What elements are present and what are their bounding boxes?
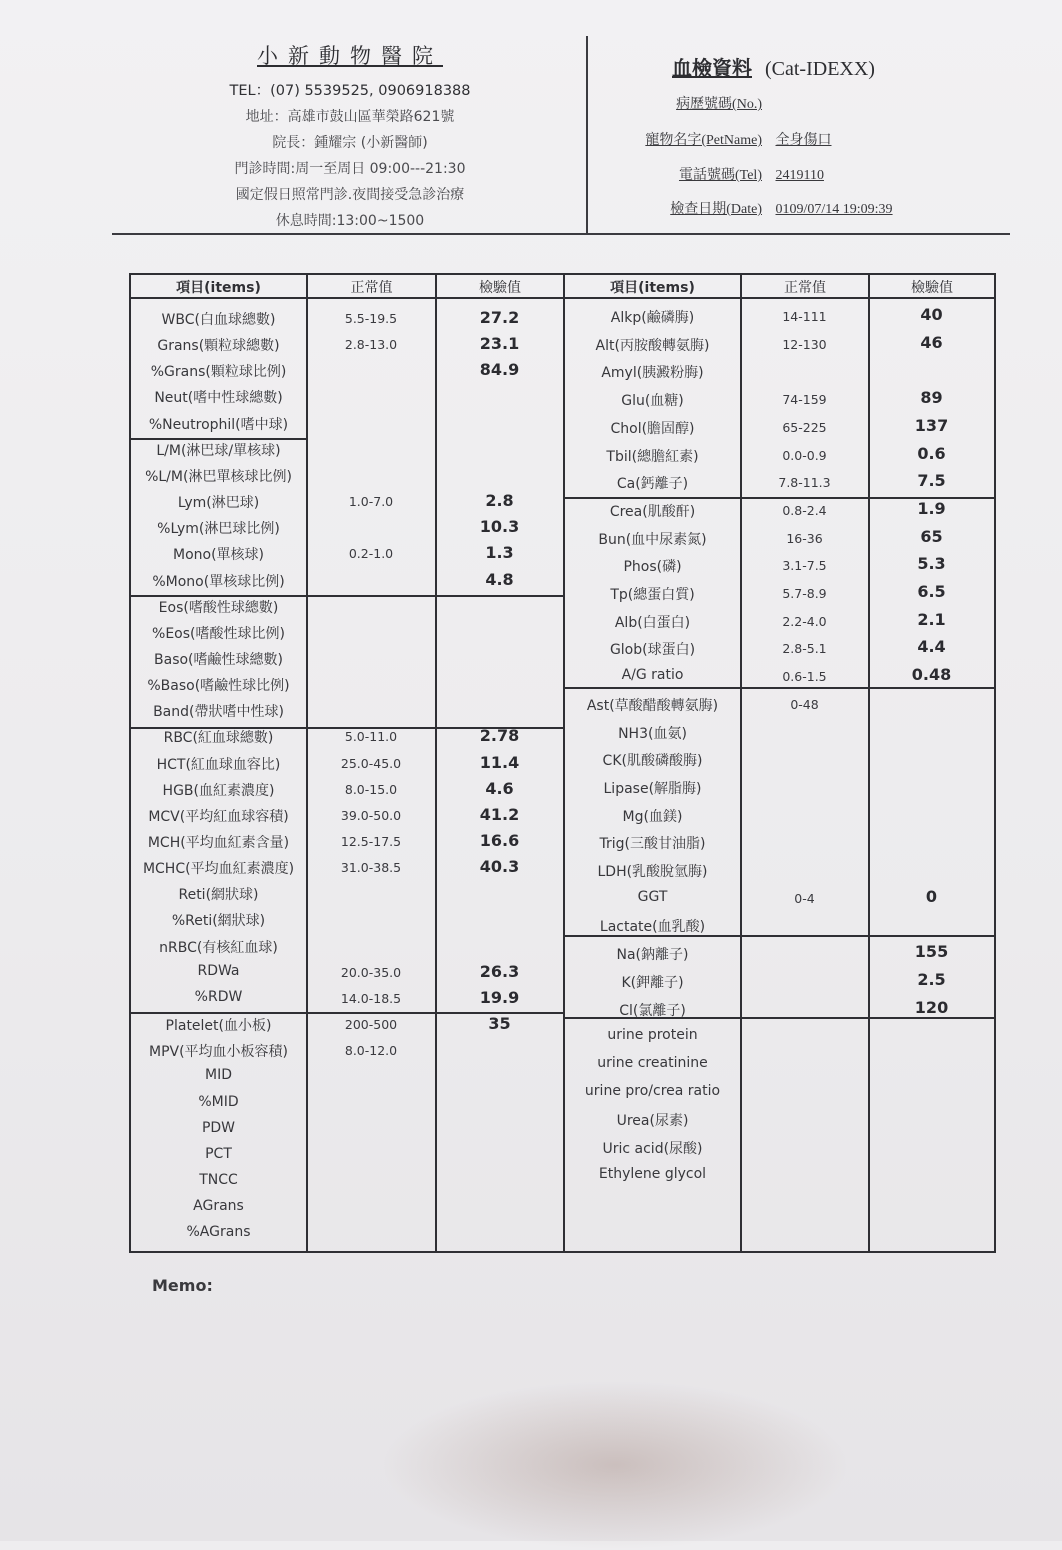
- cbc-item-label: Eos(嗜酸性球總數): [158, 600, 279, 616]
- chem-result-value: 2.1: [917, 610, 946, 629]
- cbc-item-label: MCV(平均紅血球容積): [148, 809, 289, 825]
- chem-normal-range: 0-4: [794, 891, 815, 906]
- header-rule: [112, 233, 1010, 235]
- cbc-item-label: Lym(淋巴球): [177, 495, 260, 511]
- chem-result-value: 89: [920, 388, 943, 407]
- chem-normal-range: 74-159: [782, 392, 827, 407]
- cbc-item-label: %AGrans: [186, 1224, 251, 1240]
- cbc-result-value: 35: [488, 1014, 511, 1033]
- cbc-item-label: Reti(網狀球): [178, 887, 259, 903]
- chem-item-label: A/G ratio: [621, 667, 684, 683]
- cbc-normal-range: 8.0-12.0: [344, 1043, 398, 1058]
- cbc-item-label: MCH(平均血紅素含量): [147, 835, 290, 851]
- chem-result-value: 2.5: [917, 970, 946, 989]
- cbc-result-value: 10.3: [479, 517, 520, 536]
- chem-item-label: Glob(球蛋白): [609, 642, 696, 658]
- cbc-item-label: WBC(白血球總數): [161, 312, 276, 328]
- cbc-result-value: 40.3: [479, 857, 520, 876]
- cbc-result-value: 4.6: [485, 779, 514, 798]
- cbc-item-label: %Neutrophil(嗜中球): [148, 417, 289, 433]
- chem-item-label: Tbil(總膽紅素): [606, 449, 699, 465]
- chem-item-label: Crea(肌酸酐): [609, 504, 696, 520]
- cbc-item-label: AGrans: [193, 1198, 244, 1214]
- cbc-result-value: 11.4: [479, 753, 520, 772]
- chem-normal-range: 5.7-8.9: [782, 586, 827, 601]
- chem-result-value: 4.4: [917, 637, 946, 656]
- chem-item-label: Chol(膽固醇): [610, 421, 695, 437]
- date-label: 檢查日期(Date): [670, 202, 762, 217]
- report-title: [672, 52, 875, 81]
- cbc-normal-range: 25.0-45.0: [340, 756, 402, 771]
- cbc-item-label: %MID: [198, 1094, 239, 1110]
- chem-normal-range: 7.8-11.3: [778, 475, 831, 490]
- chem-normal-range: 2.2-4.0: [782, 614, 827, 629]
- cbc-item-label: %Grans(顆粒球比例): [150, 364, 287, 380]
- cbc-normal-range: 0.2-1.0: [348, 546, 394, 561]
- chem-normal-range: 0.8-2.4: [782, 503, 827, 518]
- chem-item-label: urine creatinine: [597, 1055, 708, 1071]
- results-table: [129, 273, 996, 1253]
- chem-item-label: K(鉀離子): [621, 975, 684, 991]
- cbc-item-label: Neut(嗜中性球總數): [154, 390, 283, 406]
- cbc-normal-range: 1.0-7.0: [348, 494, 394, 509]
- cbc-result-value: 26.3: [479, 962, 520, 981]
- pet-name-label: 寵物名字(PetName): [645, 133, 762, 148]
- cbc-item-label: MCHC(平均血紅素濃度): [142, 861, 295, 877]
- cbc-item-label: %Eos(嗜酸性球比例): [152, 626, 285, 642]
- clinic-hours: 門診時間:周一至周日 09:00---21:30: [234, 161, 466, 177]
- cbc-normal-range: 8.0-15.0: [344, 782, 398, 797]
- chem-item-label: Alkp(鹼磷脢): [610, 310, 695, 326]
- cbc-normal-range: 20.0-35.0: [340, 965, 402, 980]
- cbc-result-value: 1.3: [485, 543, 514, 562]
- header-items-left: 項目(items): [176, 280, 261, 296]
- cbc-item-label: Grans(顆粒球總數): [157, 338, 280, 354]
- chem-item-label: GGT: [637, 889, 668, 905]
- cbc-item-label: %Mono(單核球比例): [152, 574, 285, 590]
- cbc-item-label: RBC(紅血球總數): [163, 730, 274, 746]
- chem-item-label: Ast(草酸醋酸轉氨脢): [586, 698, 719, 714]
- chem-item-label: LDH(乳酸脫氫脢): [597, 864, 708, 880]
- chem-result-value: 7.5: [917, 471, 946, 490]
- cbc-result-value: 19.9: [479, 988, 520, 1007]
- cbc-normal-range: 200-500: [344, 1017, 398, 1032]
- chem-item-label: Mg(血鎂): [622, 809, 683, 825]
- cbc-result-value: 23.1: [479, 334, 520, 353]
- cbc-normal-range: 12.5-17.5: [340, 834, 402, 849]
- cbc-result-value: 84.9: [479, 360, 520, 379]
- memo-label: Memo:: [152, 1276, 213, 1295]
- chem-normal-range: 3.1-7.5: [782, 558, 827, 573]
- phone-row: [600, 164, 824, 184]
- cbc-item-label: TNCC: [199, 1172, 238, 1188]
- date-row: [600, 198, 893, 218]
- cbc-item-label: L/M(淋巴球/單核球): [156, 443, 281, 459]
- chem-item-label: Glu(血糖): [621, 393, 684, 409]
- cbc-result-value: 2.78: [479, 726, 520, 745]
- clinic-holiday: 國定假日照常門診.夜間接受急診治療: [235, 187, 465, 203]
- date-value: 0109/07/14 19:09:39: [775, 202, 893, 217]
- case-no-row: [600, 93, 772, 113]
- cbc-normal-range: 14.0-18.5: [340, 991, 402, 1006]
- chem-normal-range: 0-48: [790, 697, 819, 712]
- cbc-normal-range: 39.0-50.0: [340, 808, 402, 823]
- chem-normal-range: 2.8-5.1: [782, 641, 827, 656]
- chem-item-label: Trig(三酸甘油脂): [599, 836, 706, 852]
- phone-label: 電話號碼(Tel): [678, 168, 762, 183]
- cbc-normal-range: 31.0-38.5: [340, 860, 402, 875]
- clinic-rest: 休息時間:13:00~1500: [275, 213, 425, 229]
- cbc-normal-range: 2.8-13.0: [344, 337, 398, 352]
- chem-result-value: 0.48: [911, 665, 952, 684]
- chem-item-label: Ethylene glycol: [598, 1166, 707, 1182]
- chem-result-value: 155: [914, 942, 949, 961]
- chem-item-label: Lipase(解脂脢): [603, 781, 702, 797]
- report-subtitle: (Cat-IDEXX): [765, 58, 875, 80]
- chem-result-value: 1.9: [917, 499, 946, 518]
- header-divider: [586, 36, 588, 234]
- chem-result-value: 5.3: [917, 554, 946, 573]
- cbc-result-value: 27.2: [479, 308, 520, 327]
- chem-normal-range: 65-225: [782, 420, 827, 435]
- clinic-name: 小新動物醫院: [257, 44, 443, 68]
- clinic-tel: TEL：(07) 5539525, 0906918388: [229, 83, 471, 99]
- chem-result-value: 46: [920, 333, 943, 352]
- cbc-item-label: %L/M(淋巴單核球比例): [145, 469, 292, 485]
- chem-item-label: NH3(血氨): [618, 726, 687, 742]
- clinic-director: 院長：鍾耀宗 (小新醫師): [272, 135, 428, 151]
- report-title-text: 血檢資料: [672, 58, 752, 80]
- chem-normal-range: 12-130: [782, 337, 827, 352]
- chem-item-label: Lactate(血乳酸): [599, 919, 706, 935]
- cbc-item-label: %Baso(嗜鹼性球比例): [147, 678, 290, 694]
- chem-item-label: Amyl(胰澱粉脢): [601, 365, 704, 381]
- chem-normal-range: 0.0-0.9: [782, 448, 827, 463]
- header-normal-right: 正常值: [784, 280, 826, 296]
- cbc-item-label: MID: [205, 1067, 232, 1083]
- section-divider: [564, 687, 994, 689]
- clinic-address: 地址：高雄市鼓山區華榮路621號: [245, 109, 455, 125]
- chem-item-label: Cl(氯離子): [619, 1003, 686, 1019]
- chem-result-value: 0.6: [917, 444, 946, 463]
- cbc-item-label: MPV(平均血小板容積): [148, 1044, 289, 1060]
- cbc-item-label: HGB(血紅素濃度): [162, 783, 275, 799]
- chem-result-value: 65: [920, 527, 943, 546]
- cbc-normal-range: 5.0-11.0: [344, 729, 398, 744]
- cbc-item-label: RDWa: [197, 963, 240, 979]
- cbc-item-label: Mono(單核球): [172, 547, 264, 563]
- phone-value: 2419110: [775, 168, 824, 183]
- chem-result-value: 137: [914, 416, 949, 435]
- cbc-item-label: %RDW: [194, 989, 243, 1005]
- header-items-right: 項目(items): [610, 280, 695, 296]
- pet-name-value: 全身傷口: [775, 133, 832, 148]
- chem-item-label: Ca(鈣離子): [616, 476, 689, 492]
- header-result-right: 檢驗值: [911, 280, 953, 296]
- chem-item-label: CK(肌酸磷酸脢): [602, 753, 703, 769]
- cbc-result-value: 4.8: [485, 570, 514, 589]
- cbc-item-label: Baso(嗜鹼性球總數): [154, 652, 283, 668]
- chem-result-value: 120: [914, 998, 949, 1017]
- chem-normal-range: 16-36: [786, 531, 823, 546]
- cbc-item-label: %Reti(網狀球): [171, 913, 266, 929]
- chem-item-label: Uric acid(尿酸): [602, 1141, 703, 1157]
- chem-item-label: urine protein: [607, 1027, 698, 1043]
- chem-item-label: Alb(白蛋白): [614, 615, 691, 631]
- cbc-item-label: Band(帶狀嗜中性球): [153, 704, 284, 720]
- cbc-result-value: 16.6: [479, 831, 520, 850]
- chem-result-value: 6.5: [917, 582, 946, 601]
- cbc-result-value: 41.2: [479, 805, 520, 824]
- chem-result-value: 0: [925, 887, 938, 906]
- cbc-item-label: %Lym(淋巴球比例): [157, 521, 280, 537]
- chem-item-label: Bun(血中尿素氮): [598, 532, 707, 548]
- chem-result-value: 40: [920, 305, 943, 324]
- cbc-item-label: HCT(紅血球血容比): [156, 757, 281, 773]
- header-result-left: 檢驗值: [479, 280, 521, 296]
- cbc-item-label: Platelet(血小板): [165, 1018, 272, 1034]
- chem-item-label: Urea(尿素): [616, 1113, 689, 1129]
- case-no-label: 病歷號碼(No.): [676, 97, 762, 112]
- hand-shadow: [380, 1380, 850, 1550]
- chem-item-label: Phos(磷): [623, 559, 682, 575]
- chem-item-label: Tp(總蛋白質): [610, 587, 695, 603]
- cbc-item-label: nRBC(有核紅血球): [159, 940, 278, 956]
- chem-item-label: Na(鈉離子): [616, 947, 689, 963]
- chem-normal-range: 0.6-1.5: [782, 669, 827, 684]
- cbc-normal-range: 5.5-19.5: [344, 311, 398, 326]
- cbc-item-label: PCT: [205, 1146, 232, 1162]
- chem-normal-range: 14-111: [782, 309, 827, 324]
- chem-item-label: Alt(丙胺酸轉氨脢): [595, 338, 710, 354]
- cbc-item-label: PDW: [201, 1120, 236, 1136]
- cbc-result-value: 2.8: [485, 491, 514, 510]
- clinic-header: [200, 40, 500, 234]
- header-normal-left: 正常值: [350, 280, 393, 296]
- chem-item-label: urine pro/crea ratio: [584, 1083, 721, 1099]
- pet-name-row: [600, 129, 832, 149]
